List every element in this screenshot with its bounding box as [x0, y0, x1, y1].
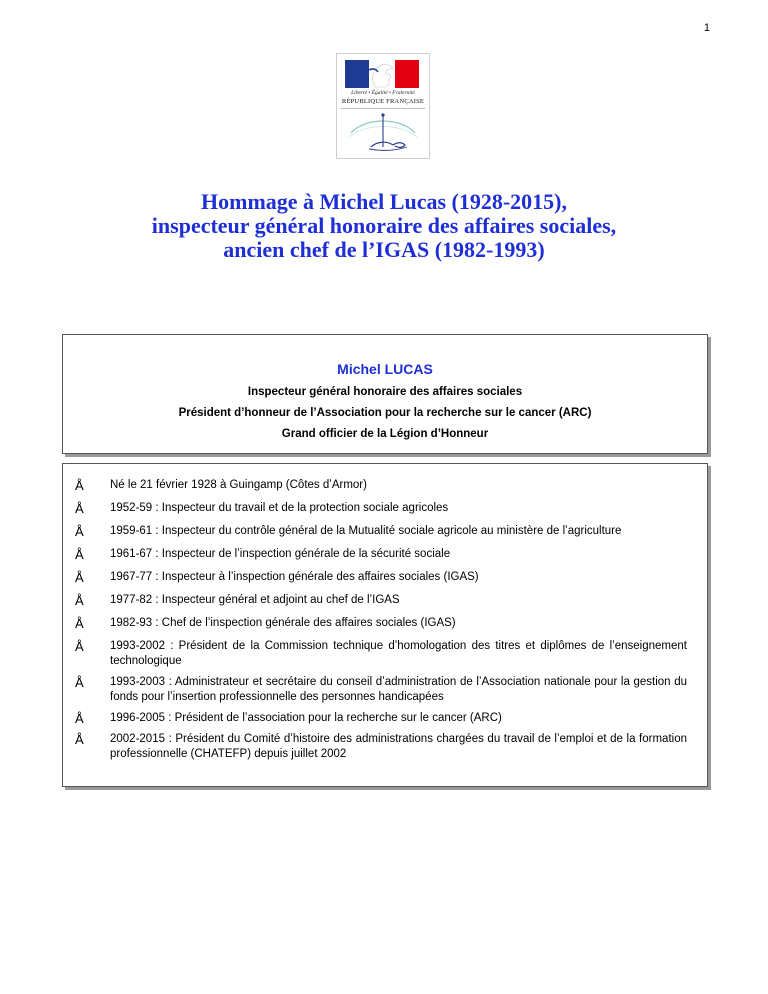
- logo-divider: [341, 108, 425, 109]
- career-item: [63, 675, 707, 705]
- title-line-3: ancien chef de l’IGAS (1982-1993): [223, 237, 545, 262]
- title-line-2: inspecteur général honoraire des affaires sociales,: [151, 213, 617, 238]
- career-item: [63, 711, 707, 726]
- career-item: [63, 639, 707, 669]
- career-item: [63, 570, 707, 585]
- bullet-marker: Å: [75, 501, 84, 516]
- bullet-marker: Å: [75, 593, 84, 608]
- bullet-marker: Å: [75, 675, 84, 690]
- career-list: [63, 478, 707, 762]
- identity-line-title: Inspecteur général honoraire des affaires sociales: [247, 386, 523, 398]
- bullet-marker: Å: [75, 524, 84, 539]
- title-line-1: Hommage à Michel Lucas (1928-2015),: [201, 189, 567, 214]
- republique-igas-logo: [336, 53, 430, 159]
- page-number: 1: [703, 22, 710, 34]
- career-item: [63, 616, 707, 631]
- identity-line-decoration: Grand officier de la Légion d’Honneur: [281, 428, 489, 440]
- career-text: 1952-59 : Inspecteur du travail et de la protection sociale agricoles: [110, 502, 449, 514]
- career-item: [63, 524, 707, 539]
- career-item: [63, 501, 707, 516]
- career-text: 1996-2005 : Président de lʼassociation pour la recherche sur le cancer (ARC): [110, 712, 502, 724]
- republic-name: RÉPUBLIQUE FRANÇAISE: [341, 98, 425, 105]
- career-item: [63, 478, 707, 493]
- career-item: [63, 732, 707, 762]
- career-box: [62, 463, 708, 787]
- career-text: 1977-82 : Inspecteur général et adjoint au chef de lʼIGAS: [110, 594, 400, 606]
- career-text: 1961-67 : Inspecteur de lʼinspection générale de la sécurité sociale: [110, 548, 451, 560]
- career-text: 1993-2002 : Président de la Commission technique dʼhomologation des titres et diplômes de lʼenseignement technologique: [110, 640, 687, 667]
- career-item: [63, 547, 707, 562]
- bullet-marker: Å: [75, 711, 84, 726]
- bullet-marker: Å: [75, 732, 84, 747]
- bullet-marker: Å: [75, 478, 84, 493]
- document-title: [60, 190, 708, 262]
- career-text: 1982-93 : Chef de lʼinspection générale des affaires sociales (IGAS): [110, 617, 456, 629]
- career-text: 2002-2015 : Président du Comité dʼhistoire des administrations chargées du travail de lʼemploi et de la formation professionnelle (CHATEFP) depuis juillet 2002: [110, 733, 687, 760]
- marianne-flag-icon: [345, 60, 419, 88]
- bullet-marker: Å: [75, 639, 84, 654]
- republic-motto: Liberté • Égalité • Fraternité: [351, 90, 415, 96]
- identity-line-honor-president: Président d’honneur de l’Association pour la recherche sur le cancer (ARC): [178, 407, 592, 419]
- career-item: [63, 593, 707, 608]
- career-text: Né le 21 février 1928 à Guingamp (Côtes dʼArmor): [110, 479, 367, 491]
- identity-box: [62, 334, 708, 454]
- person-name: Michel LUCAS: [337, 361, 433, 377]
- career-text: 1993-2003 : Administrateur et secrétaire du conseil dʼadministration de lʼAssociation nationale pour la gestion du fonds pour lʼinsertion professionnelle des personnes handicapées: [110, 676, 687, 703]
- bullet-marker: Å: [75, 547, 84, 562]
- igas-logo-icon: [347, 111, 419, 155]
- career-text: 1959-61 : Inspecteur du contrôle général de la Mutualité sociale agricole au ministère de lʼagriculture: [110, 525, 622, 537]
- career-text: 1967-77 : Inspecteur à lʼinspection générale des affaires sociales (IGAS): [110, 571, 479, 583]
- bullet-marker: Å: [75, 570, 84, 585]
- bullet-marker: Å: [75, 616, 84, 631]
